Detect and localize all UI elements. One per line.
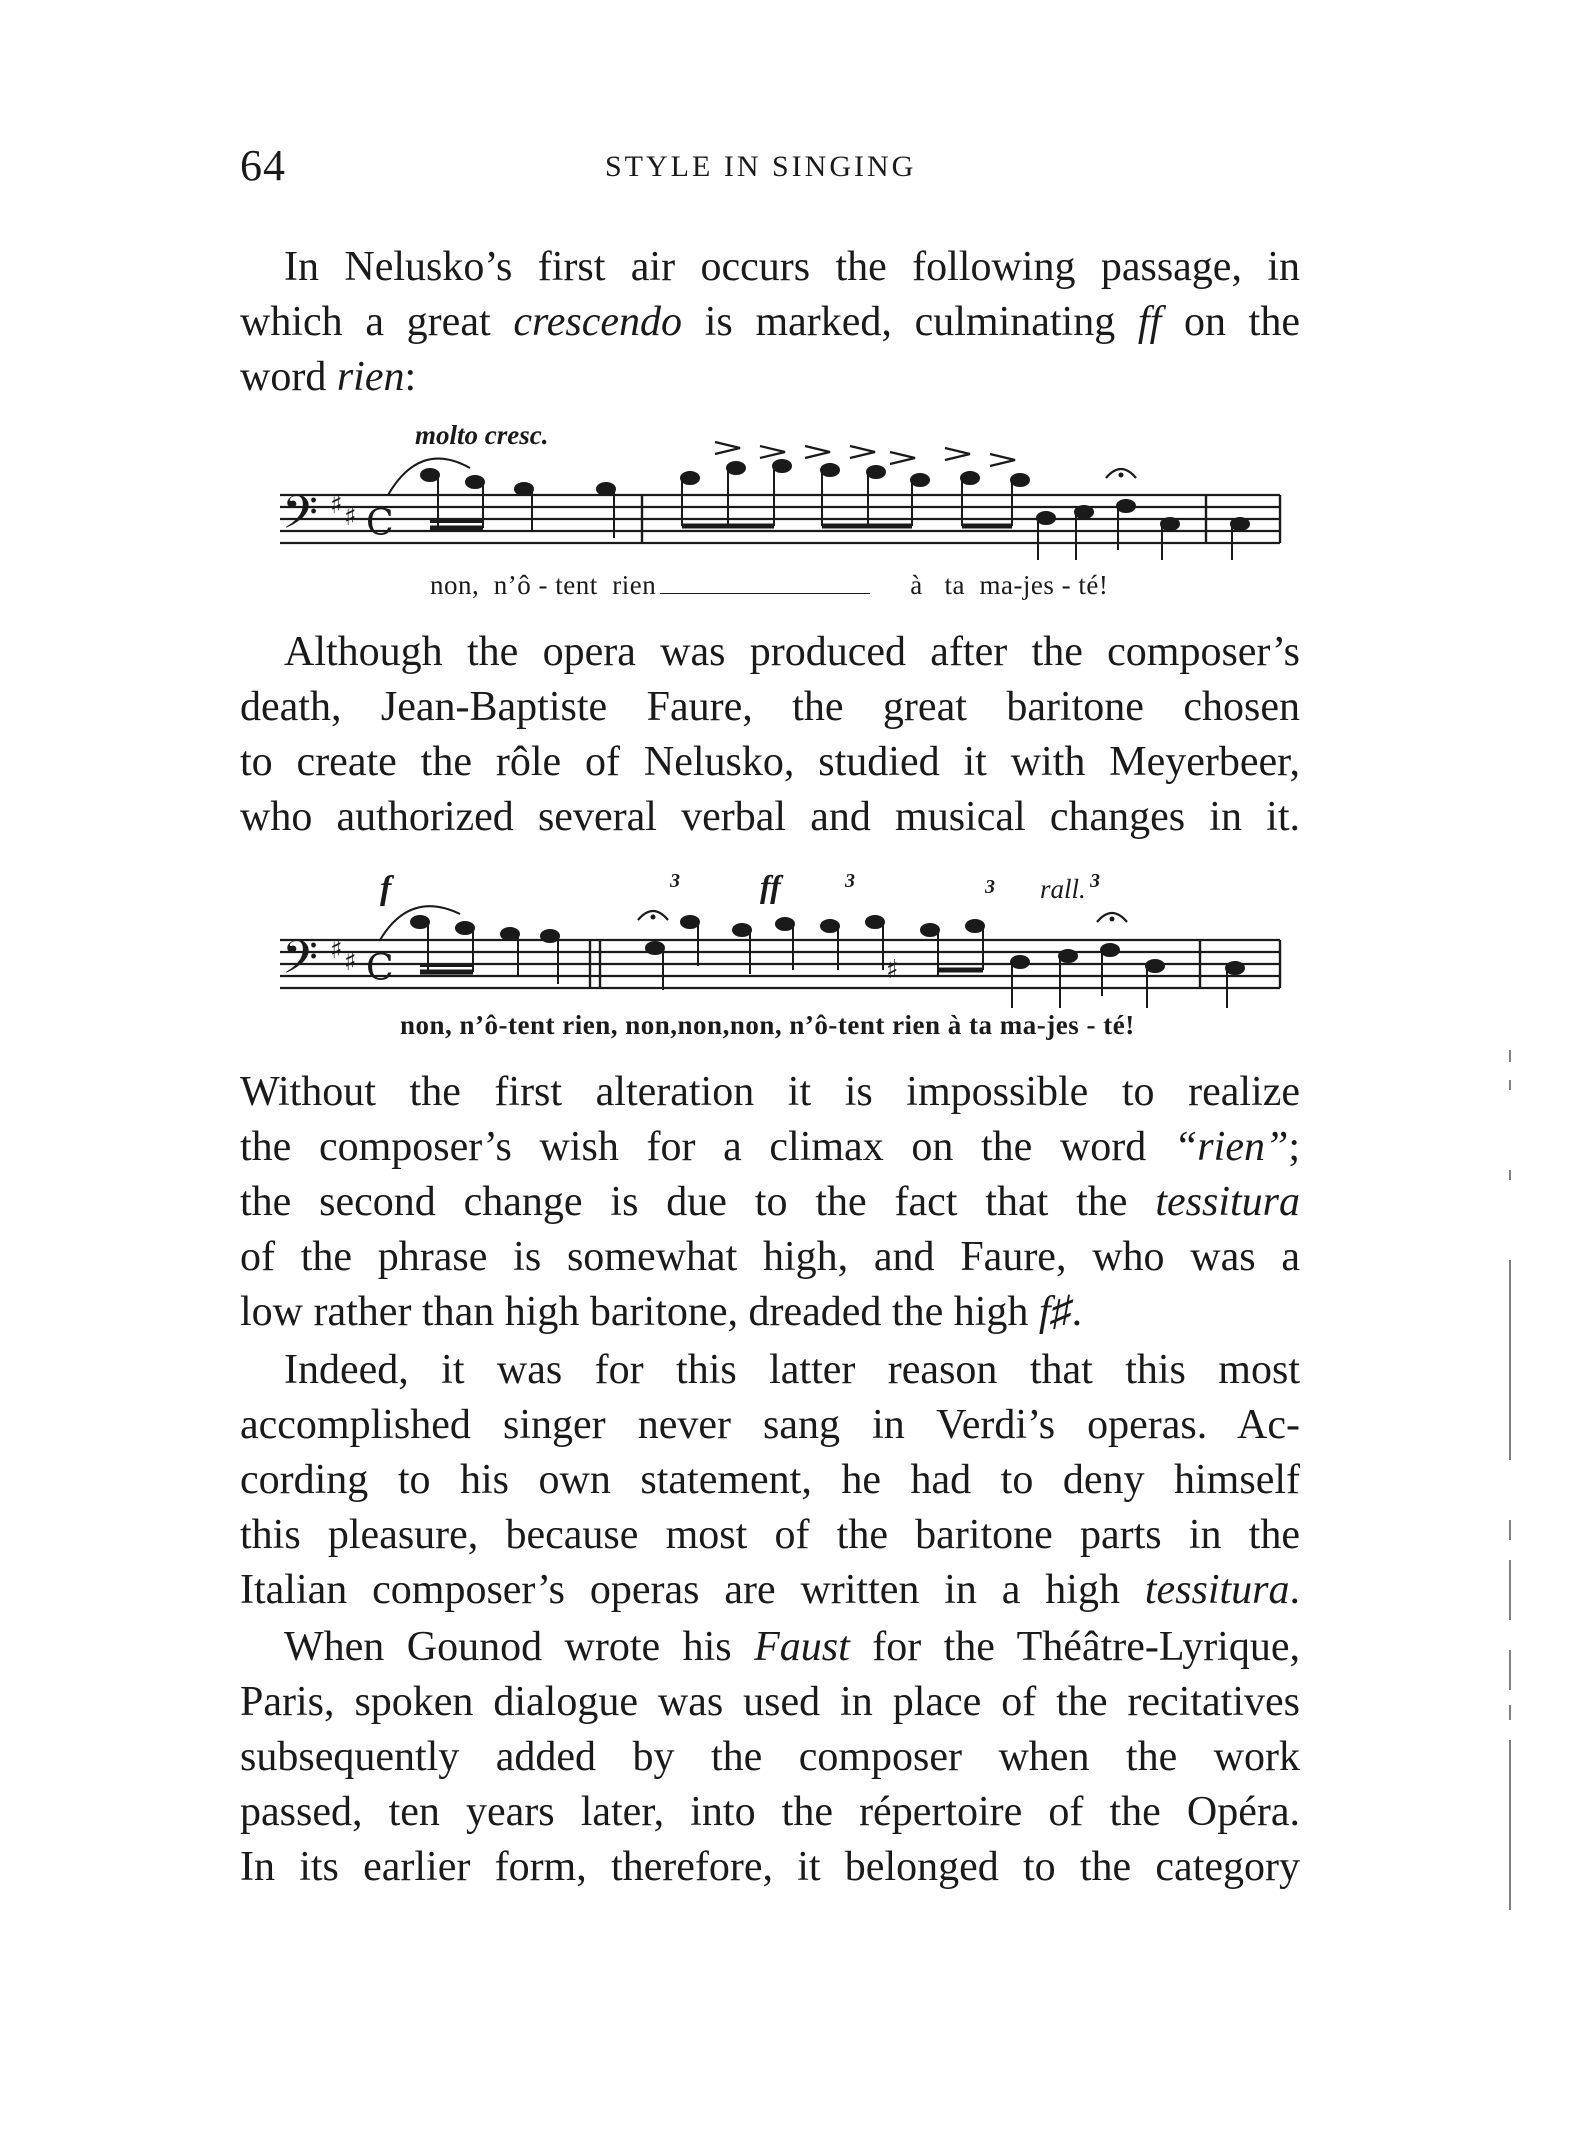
tempo-marking: molto cresc. <box>415 420 549 450</box>
svg-text:♯: ♯ <box>344 502 357 532</box>
italic-term: rien <box>336 354 405 400</box>
triplet-mark: 3 <box>845 870 855 892</box>
text-line: subsequently added by the composer when the work <box>240 1734 1300 1780</box>
dynamic-f: f <box>380 870 392 907</box>
paragraph-1 <box>240 240 1300 405</box>
italic-term: crescendo <box>513 299 683 345</box>
page-header <box>240 140 1300 200</box>
triplet-mark: 3 <box>670 870 680 892</box>
italic-title: Faust <box>754 1624 850 1670</box>
dynamic-ff: ff <box>1137 299 1162 345</box>
text-line: the composer’s wish for a climax on the word “rien”; <box>240 1124 1300 1170</box>
text-line: In Nelusko’s first air occurs the following passage, in <box>284 244 1300 290</box>
italic-term: “rien” <box>1173 1124 1289 1170</box>
lyric: non, <box>430 570 480 600</box>
rall-marking: rall. <box>1040 874 1086 904</box>
text-line: the second change is due to the fact that the tessitura <box>240 1179 1300 1225</box>
text-line: Italian composer’s operas are written in a high tessitura. <box>240 1567 1300 1613</box>
svg-text:♯: ♯ <box>344 947 357 977</box>
scan-margin-marks <box>1500 1040 1520 1940</box>
italic-term: tessitura <box>1144 1567 1290 1613</box>
text-line: of the phrase is somewhat high, and Faure, who was a <box>240 1234 1300 1280</box>
svg-text:♯: ♯ <box>886 955 899 985</box>
text-line: Indeed, it was for this latter reason that this most <box>284 1347 1300 1393</box>
svg-text:𝄢: 𝄢 <box>282 931 319 996</box>
text-line: Without the first alteration it is impossible to realize <box>240 1069 1300 1115</box>
text-line: which a great crescendo is marked, culminating ff on the <box>240 299 1300 345</box>
text-line: death, Jean-Baptiste Faure, the great baritone chosen <box>240 684 1300 730</box>
music-example-2 <box>270 870 1290 1050</box>
text-line: word rien: <box>240 354 417 400</box>
triplet-mark: 3 <box>1090 870 1100 892</box>
lyric: ta <box>944 570 965 600</box>
paragraph-3 <box>240 1065 1300 1340</box>
paragraph-2 <box>240 625 1300 845</box>
music-example-1 <box>270 420 1290 610</box>
lyric: rien <box>612 570 657 600</box>
lyric: à <box>910 570 923 600</box>
text-line: accomplished singer never sang in Verdi’s operas. Ac- <box>240 1402 1300 1448</box>
text-line: to create the rôle of Nelusko, studied it with Meyerbeer, <box>240 739 1300 785</box>
text-line: When Gounod wrote his Faust for the Théâtre-Lyrique, <box>284 1624 1300 1670</box>
running-head: STYLE IN SINGING <box>605 150 917 183</box>
italic-term: f♯ <box>1038 1289 1072 1335</box>
text-line: low rather than high baritone, dreaded the high f♯. <box>240 1289 1083 1335</box>
svg-text:♯: ♯ <box>330 490 343 520</box>
text-line: this pleasure, because most of the baritone parts in the <box>240 1512 1300 1558</box>
paragraph-4 <box>240 1343 1300 1618</box>
text-line: cording to his own statement, he had to deny himself <box>240 1457 1300 1503</box>
lyric: n’ô - tent <box>493 570 598 600</box>
text-line: who authorized several verbal and musical changes in it. <box>240 794 1300 840</box>
text-line: In its earlier form, therefore, it belonged to the category <box>240 1844 1300 1890</box>
text-line: Although the opera was produced after the composer’s <box>284 629 1300 675</box>
italic-term: tessitura <box>1155 1179 1300 1225</box>
text-line: Paris, spoken dialogue was used in place of the recitatives <box>240 1679 1300 1725</box>
lyrics-line-2: non, n’ô-tent rien, non,non,non, n’ô-tent rien à ta ma-jes - té! <box>400 1010 1135 1040</box>
svg-text:C: C <box>366 948 394 989</box>
page-number: 64 <box>240 141 286 190</box>
triplet-mark: 3 <box>985 876 995 898</box>
dynamic-ff: ff <box>760 868 781 904</box>
lyric: ma-jes - té! <box>979 570 1109 600</box>
paragraph-5 <box>240 1620 1300 1895</box>
svg-text:𝄢: 𝄢 <box>282 486 319 551</box>
lyrics-line-1 <box>430 570 1108 601</box>
svg-text:♯: ♯ <box>330 935 343 965</box>
melisma-line <box>660 593 870 594</box>
svg-text:C: C <box>366 503 394 544</box>
text-line: passed, ten years later, into the répertoire of the Opéra. <box>240 1789 1300 1835</box>
